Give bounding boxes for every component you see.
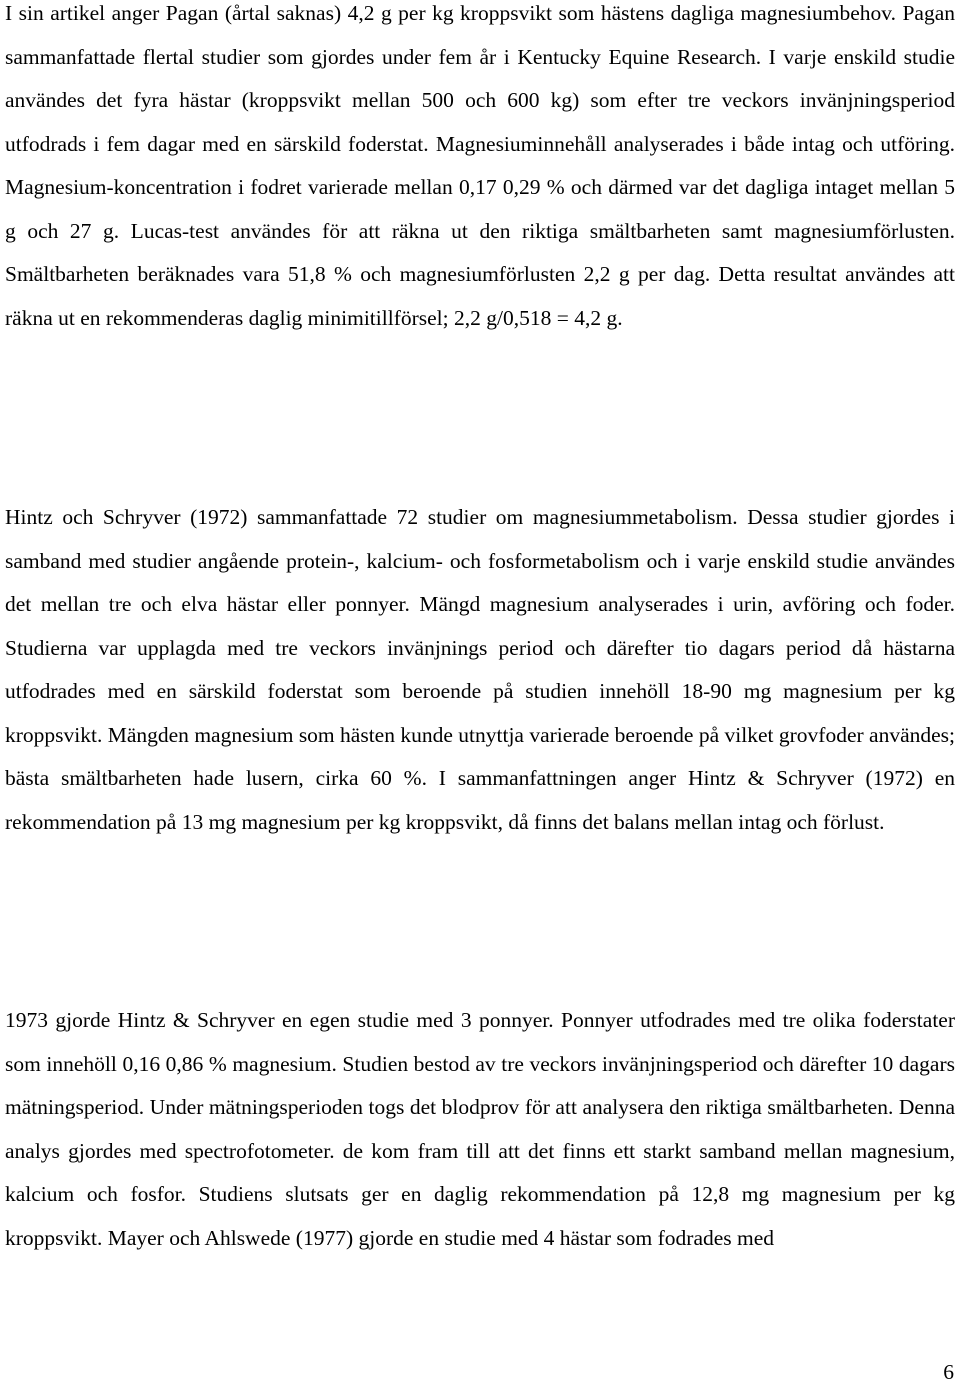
paragraph-hintz-schryver-1973: 1973 gjorde Hintz & Schryver en egen studie med 3 ponnyer. Ponnyer utfodrades med tre olika foderstater som innehöll 0,16 0,86 % magnesium. Studien bestod av tre veckors invänjningsperiod och därefter 10 dagars mätningsperiod. Under mätningsperioden togs det blodprov för att analysera den riktiga smältbarheten. Denna analys gjordes med spectrofotometer. de kom fram till att det finns ett starkt samband mellan magnesium, kalcium och fosfor. Studiens slutsats ger en daglig rekommendation på 12,8 mg magnesium per kg kroppsvikt. Mayer och Ahlswede (1977) gjorde en studie med 4 hästar som fodrades med	[5, 1008, 955, 1250]
paragraph-pagan: I sin artikel anger Pagan (årtal saknas) 4,2 g per kg kroppsvikt som hästens dagliga magnesiumbehov. Pagan sammanfattade flertal studier som gjordes under fem år i Kentucky Equine Research. I varje enskild studie användes det fyra hästar (kroppsvikt mellan 500 och 600 kg) som efter tre veckors invänjningsperiod utfodrads i fem dagar med en särskild foderstat. Magnesiuminnehåll analyserades i både intag och utföring. Magnesium-koncentration i fodret varierade mellan 0,17 0,29 % och därmed var det dagliga intaget mellan 5 g och 27 g. Lucas-test användes för att räkna ut den riktiga smältbarheten samt magnesiumförlusten. Smältbarheten beräknades vara 51,8 % och magnesiumförlusten 2,2 g per dag. Detta resultat användes att räkna ut en rekommenderas daglig minimitillförsel; 2,2 g/0,518 = 4,2 g.	[5, 1, 955, 330]
paragraph-hintz-schryver-1972: Hintz och Schryver (1972) sammanfattade 72 studier om magnesiummetabolism. Dessa studier gjordes i samband med studier angående protein-, kalcium- och fosformetabolism och i varje enskild studie användes det mellan tre och elva hästar eller ponnyer. Mängd magnesium analyserades i urin, avföring och foder. Studierna var upplagda med tre veckors invänjnings period och därefter tio dagars period då hästarna utfodrades med en särskild foderstat som beroende på studien innehöll 18-90 mg magnesium per kg kroppsvikt. Mängden magnesium som hästen kunde utnyttja varierade beroende på vilket grovfoder användes; bästa smältbarheten hade lusern, cirka 60 %. I sammanfattningen anger Hintz & Schryver (1972) en rekommendation på 13 mg magnesium per kg kroppsvikt, då finns det balans mellan intag och förlust.	[5, 505, 955, 834]
page-number: 6	[943, 1360, 954, 1384]
